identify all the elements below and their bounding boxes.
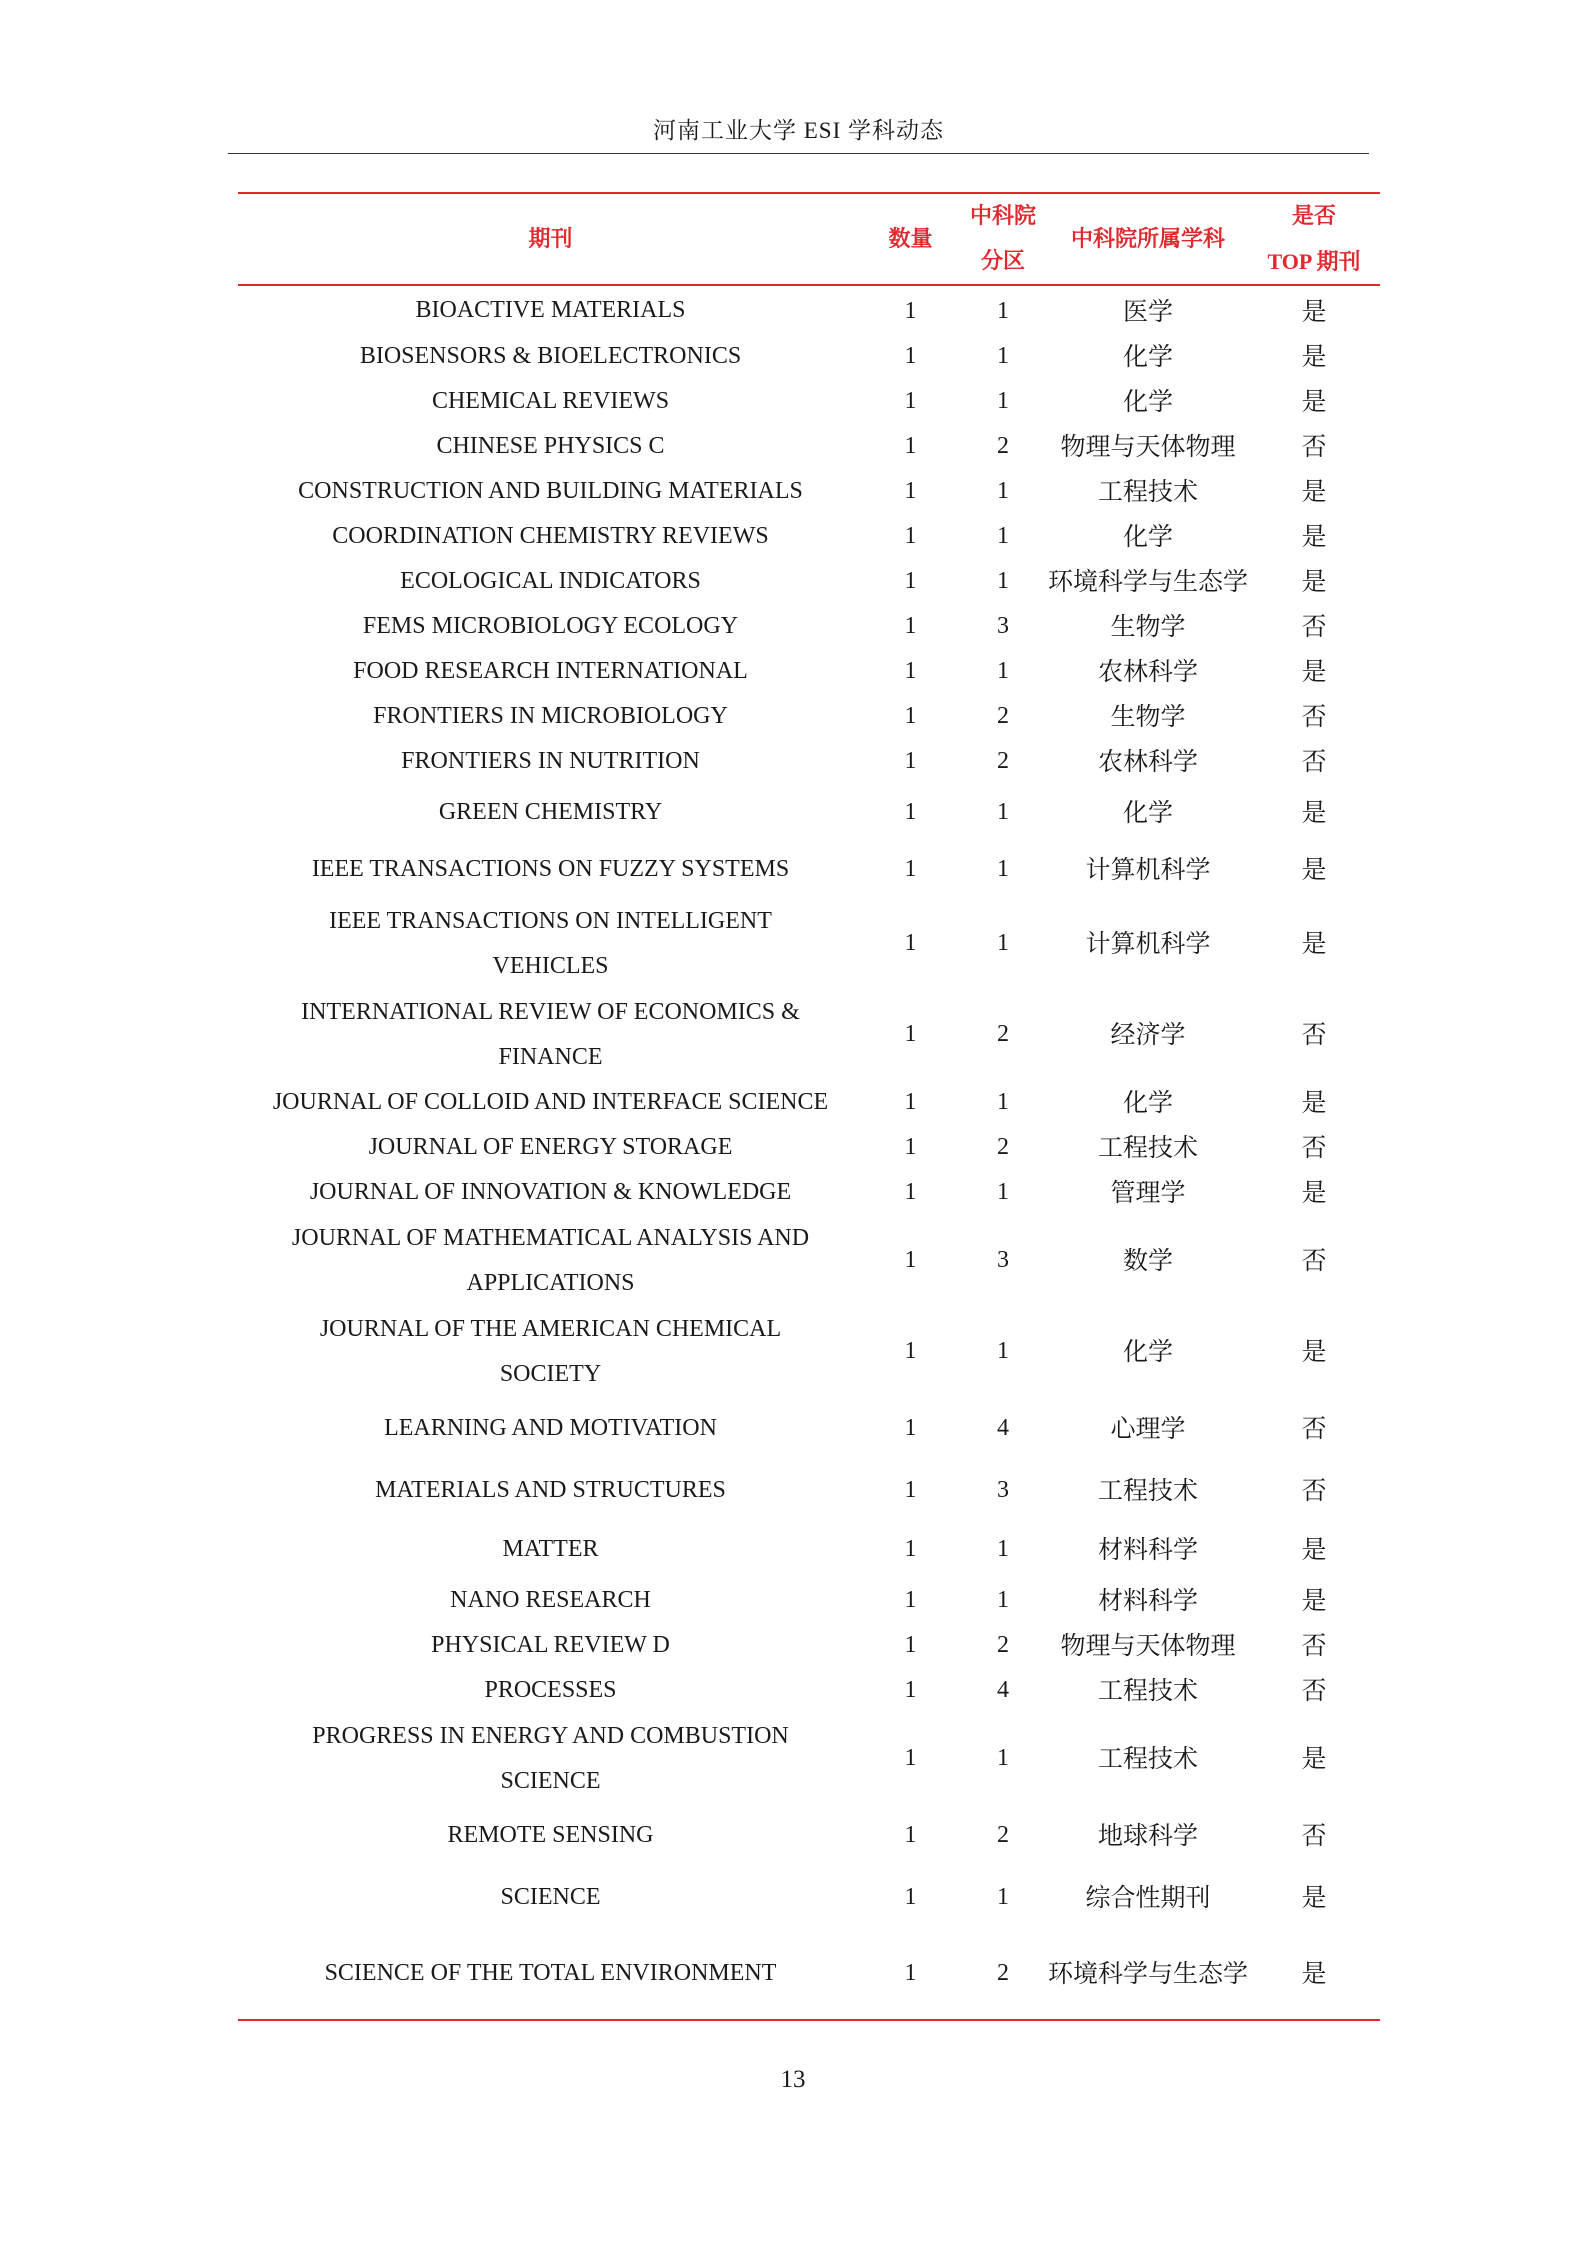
- header-journal: 期刊: [528, 226, 573, 252]
- journal-category: 综合性期刊: [1085, 1882, 1211, 1912]
- journal-top: 否: [1301, 1475, 1327, 1505]
- table-row: [238, 739, 1380, 784]
- journal-top: 是: [1301, 522, 1327, 551]
- table-row: [238, 694, 1380, 739]
- journal-count: 1: [904, 388, 917, 414]
- journal-zone: 3: [997, 1247, 1009, 1273]
- header-top-line2: TOP 期刊: [1267, 249, 1361, 274]
- journal-name: [238, 1713, 863, 1804]
- table-row: [238, 604, 1380, 649]
- journal-top: 否: [1301, 1020, 1327, 1049]
- table-row: [238, 1170, 1380, 1215]
- journal-name: JOURNAL OF COLLOID AND INTERFACE SCIENCE: [272, 1089, 829, 1115]
- journal-count: 1: [904, 799, 917, 825]
- journal-table: [238, 192, 1380, 2021]
- journal-zone: 4: [997, 1414, 1009, 1441]
- journal-zone: 2: [997, 1021, 1009, 1047]
- journal-name: BIOACTIVE MATERIALS: [415, 296, 686, 323]
- table-row: [238, 841, 1380, 898]
- journal-zone: 3: [997, 613, 1009, 639]
- journal-category: 工程技术: [1097, 1475, 1198, 1505]
- journal-zone: 2: [997, 1960, 1009, 1986]
- journal-name-line2: APPLICATIONS: [466, 1269, 635, 1296]
- journal-count: 1: [904, 703, 917, 729]
- journal-zone: 1: [997, 388, 1009, 414]
- journal-zone: 1: [997, 1179, 1009, 1205]
- journal-zone: 1: [997, 1745, 1009, 1771]
- table-row: [238, 784, 1380, 841]
- journal-top: 是: [1301, 387, 1327, 416]
- journal-count: 1: [904, 433, 917, 459]
- header-zone-line2: 分区: [980, 249, 1025, 274]
- journal-top: 是: [1301, 1337, 1327, 1366]
- journal-top: 是: [1301, 1535, 1327, 1564]
- journal-category: 农林科学: [1097, 747, 1198, 776]
- journal-name: IEEE TRANSACTIONS ON FUZZY SYSTEMS: [311, 856, 790, 882]
- journal-top: 是: [1301, 1088, 1327, 1117]
- journal-top: 是: [1301, 1744, 1327, 1773]
- journal-top: 否: [1301, 1631, 1327, 1660]
- journal-count: 1: [904, 1677, 917, 1703]
- journal-top: 是: [1301, 342, 1327, 371]
- journal-category: 医学: [1122, 297, 1173, 326]
- table-row: [238, 559, 1380, 604]
- table-body: [238, 285, 1380, 2020]
- journal-name: [238, 1215, 863, 1306]
- journal-count: 1: [904, 1883, 917, 1910]
- journal-zone: 3: [997, 1476, 1009, 1503]
- journal-count: 1: [904, 930, 917, 956]
- journal-count: 1: [904, 1745, 917, 1771]
- journal-name: PROCESSES: [484, 1677, 617, 1703]
- journal-count: 1: [904, 748, 917, 774]
- journal-top: 是: [1301, 1178, 1327, 1207]
- journal-name: BIOSENSORS & BIOELECTRONICS: [359, 343, 742, 369]
- journal-name-line1: IEEE TRANSACTIONS ON INTELLIGENT: [329, 907, 772, 934]
- journal-name: FOOD RESEARCH INTERNATIONAL: [353, 658, 748, 684]
- table-row: [238, 469, 1380, 514]
- journal-name: [238, 1306, 863, 1397]
- journal-name: MATERIALS AND STRUCTURES: [375, 1476, 726, 1503]
- journal-zone: 1: [997, 658, 1009, 684]
- header-count: 数量: [888, 226, 933, 252]
- journal-count: 1: [904, 1089, 917, 1115]
- journal-name: LEARNING AND MOTIVATION: [384, 1414, 717, 1441]
- journal-category: 计算机科学: [1085, 855, 1211, 884]
- journal-category: 化学: [1122, 522, 1173, 551]
- journal-name: CONSTRUCTION AND BUILDING MATERIALS: [298, 478, 803, 504]
- journal-category: 工程技术: [1097, 1744, 1198, 1773]
- table-row: [238, 1578, 1380, 1623]
- journal-count: 1: [904, 1338, 917, 1364]
- journal-category: 化学: [1122, 798, 1173, 827]
- journal-zone: 1: [997, 1587, 1009, 1613]
- journal-count: 1: [904, 343, 917, 369]
- journal-category: 心理学: [1110, 1413, 1186, 1443]
- journal-zone: 1: [997, 1883, 1009, 1910]
- journal-category: 经济学: [1110, 1020, 1186, 1049]
- journal-category: 地球科学: [1097, 1820, 1198, 1850]
- journal-name: MATTER: [502, 1536, 599, 1562]
- table-row: [238, 1623, 1380, 1668]
- journal-count: 1: [904, 1179, 917, 1205]
- journal-category: 计算机科学: [1085, 929, 1211, 958]
- journal-zone: 1: [997, 1536, 1009, 1562]
- journal-category: 物理与天体物理: [1060, 1631, 1236, 1660]
- journal-name: PHYSICAL REVIEW D: [431, 1632, 670, 1658]
- journal-name-line1: JOURNAL OF THE AMERICAN CHEMICAL: [319, 1315, 782, 1342]
- journal-name: ECOLOGICAL INDICATORS: [400, 568, 701, 594]
- table-row: [238, 514, 1380, 559]
- table-row: [238, 1668, 1380, 1713]
- journal-name-line2: SCIENCE: [500, 1767, 601, 1794]
- journal-name-line1: PROGRESS IN ENERGY AND COMBUSTION: [312, 1722, 789, 1749]
- journal-top: 是: [1301, 657, 1327, 686]
- journal-top: 是: [1301, 1882, 1327, 1912]
- journal-category: 数学: [1122, 1246, 1173, 1275]
- journal-top: 否: [1301, 432, 1327, 461]
- journal-name: FRONTIERS IN NUTRITION: [401, 748, 700, 774]
- table-header: [238, 193, 1380, 285]
- journal-count: 1: [904, 1821, 917, 1848]
- header-zone-line1: 中科院: [969, 204, 1036, 229]
- journal-top: 否: [1301, 1133, 1327, 1162]
- journal-category: 化学: [1122, 1337, 1173, 1366]
- running-header: 河南工业大学 ESI 学科动态: [653, 118, 944, 143]
- journal-top: 否: [1301, 612, 1327, 641]
- journal-category: 材料科学: [1097, 1535, 1198, 1564]
- table-row: [238, 285, 1380, 334]
- journal-count: 1: [904, 523, 917, 549]
- journal-category: 农林科学: [1097, 657, 1198, 686]
- journal-count: 1: [904, 1587, 917, 1613]
- journal-name: JOURNAL OF INNOVATION & KNOWLEDGE: [309, 1179, 792, 1205]
- table-row: [238, 1306, 1380, 1397]
- journal-zone: 2: [997, 1134, 1009, 1160]
- journal-top: 是: [1301, 567, 1327, 596]
- table-row: [238, 1459, 1380, 1521]
- journal-top: 否: [1301, 747, 1327, 776]
- header-category: 中科院所属学科: [1070, 226, 1225, 252]
- journal-category: 化学: [1122, 1088, 1173, 1117]
- journal-name: JOURNAL OF ENERGY STORAGE: [368, 1134, 733, 1160]
- journal-category: 化学: [1122, 387, 1173, 416]
- journal-zone: 1: [997, 1338, 1009, 1364]
- journal-zone: 4: [997, 1677, 1009, 1703]
- table-row: [238, 1080, 1380, 1125]
- journal-category: 生物学: [1110, 702, 1186, 731]
- journal-name: FEMS MICROBIOLOGY ECOLOGY: [362, 613, 739, 639]
- journal-name: FRONTIERS IN MICROBIOLOGY: [373, 703, 728, 729]
- journal-name: SCIENCE OF THE TOTAL ENVIRONMENT: [324, 1960, 777, 1986]
- journal-name-line2: VEHICLES: [492, 952, 609, 979]
- table-row: [238, 1928, 1380, 2020]
- journal-count: 1: [904, 1021, 917, 1047]
- journal-count: 1: [904, 1536, 917, 1562]
- journal-count: 1: [904, 856, 917, 882]
- journal-zone: 1: [997, 478, 1009, 504]
- journal-name-line1: INTERNATIONAL REVIEW OF ECONOMICS &: [301, 998, 800, 1025]
- journal-zone: 2: [997, 433, 1009, 459]
- journal-category: 工程技术: [1097, 1676, 1198, 1705]
- journal-category: 环境科学与生态学: [1048, 1959, 1249, 1988]
- journal-zone: 2: [997, 1632, 1009, 1658]
- journal-category: 化学: [1122, 342, 1173, 371]
- journal-zone: 1: [997, 343, 1009, 369]
- journal-zone: 1: [997, 523, 1009, 549]
- table-row: [238, 379, 1380, 424]
- journal-name: GREEN CHEMISTRY: [438, 799, 663, 825]
- journal-zone: 2: [997, 748, 1009, 774]
- journal-count: 1: [904, 1134, 917, 1160]
- journal-name: NANO RESEARCH: [450, 1587, 651, 1613]
- journal-count: 1: [904, 478, 917, 504]
- journal-category: 环境科学与生态学: [1048, 567, 1249, 596]
- journal-top: 是: [1301, 929, 1327, 958]
- journal-count: 1: [904, 298, 917, 324]
- journal-top: 否: [1301, 1246, 1327, 1275]
- journal-count: 1: [904, 1414, 917, 1441]
- header-rule: [228, 153, 1369, 154]
- journal-top: 是: [1301, 1959, 1327, 1988]
- journal-count: 1: [904, 568, 917, 594]
- journal-category: 管理学: [1110, 1178, 1186, 1207]
- journal-top: 是: [1301, 477, 1327, 506]
- journal-count: 1: [904, 1632, 917, 1658]
- journal-name: CHINESE PHYSICS C: [436, 433, 665, 459]
- journal-zone: 2: [997, 1821, 1009, 1848]
- journal-top: 是: [1301, 798, 1327, 827]
- journal-count: 1: [904, 613, 917, 639]
- journal-top: 否: [1301, 1820, 1327, 1850]
- header-top: [1248, 193, 1380, 285]
- journal-zone: 1: [997, 856, 1009, 882]
- table-row: [238, 898, 1380, 989]
- journal-name: REMOTE SENSING: [447, 1821, 654, 1848]
- journal-name: CHEMICAL REVIEWS: [431, 388, 670, 414]
- journal-top: 是: [1301, 297, 1327, 326]
- journal-zone: 1: [997, 799, 1009, 825]
- table-row: [238, 334, 1380, 379]
- journal-category: 工程技术: [1097, 1133, 1198, 1162]
- journal-top: 否: [1301, 1413, 1327, 1443]
- journal-top: 否: [1301, 702, 1327, 731]
- table-row: [238, 1125, 1380, 1170]
- journal-zone: 1: [997, 930, 1009, 956]
- journal-category: 物理与天体物理: [1060, 432, 1236, 461]
- journal-category: 材料科学: [1097, 1586, 1198, 1615]
- header-top-line1: 是否: [1291, 204, 1336, 229]
- journal-category: 生物学: [1110, 612, 1186, 641]
- table-row: [238, 649, 1380, 694]
- table-row: [238, 1713, 1380, 1804]
- table-row: [238, 1804, 1380, 1866]
- header-row: [238, 193, 1380, 285]
- journal-count: 1: [904, 1960, 917, 1986]
- journal-count: 1: [904, 658, 917, 684]
- journal-top: 是: [1301, 1586, 1327, 1615]
- table-row: [238, 1521, 1380, 1578]
- journal-top: 否: [1301, 1676, 1327, 1705]
- journal-zone: 1: [997, 298, 1009, 324]
- journal-count: 1: [904, 1247, 917, 1273]
- journal-name: COORDINATION CHEMISTRY REVIEWS: [332, 523, 769, 549]
- table-row: [238, 1397, 1380, 1459]
- journal-name-line1: JOURNAL OF MATHEMATICAL ANALYSIS AND: [291, 1224, 810, 1251]
- journal-top: 是: [1301, 855, 1327, 884]
- table-row: [238, 1215, 1380, 1306]
- table-row: [238, 989, 1380, 1080]
- table-row: [238, 1866, 1380, 1928]
- journal-zone: 1: [997, 1089, 1009, 1115]
- journal-name: [238, 989, 863, 1080]
- journal-zone: 1: [997, 568, 1009, 594]
- header-zone: [958, 193, 1048, 285]
- journal-name-line2: SOCIETY: [499, 1360, 602, 1387]
- journal-name: SCIENCE: [500, 1883, 601, 1910]
- table-row: [238, 424, 1380, 469]
- journal-count: 1: [904, 1476, 917, 1503]
- journal-name-line2: FINANCE: [498, 1043, 603, 1070]
- page-number: 13: [780, 2066, 806, 2093]
- journal-zone: 2: [997, 703, 1009, 729]
- journal-name: [238, 898, 863, 989]
- journal-category: 工程技术: [1097, 477, 1198, 506]
